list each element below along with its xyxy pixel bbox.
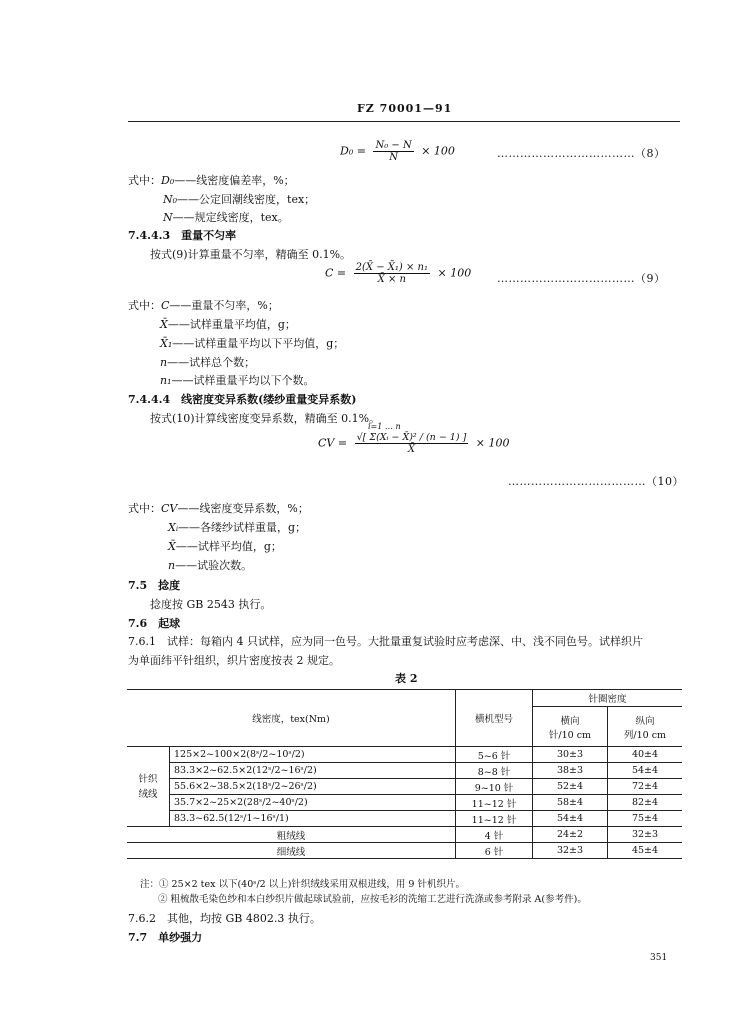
formula-8 <box>340 140 455 163</box>
table-2 <box>127 689 682 859</box>
section-7-4-4-3-body: 按式(9)计算重量不匀率，精确至 0.1%。 <box>150 248 352 261</box>
where-text: ——试样重量平均以下个数。 <box>171 374 315 387</box>
table-cell-machine: 11~12 针 <box>456 795 533 811</box>
where-symbol: n <box>160 356 168 369</box>
page-header: FZ 70001—91 <box>357 102 453 115</box>
where-8-row <box>128 172 295 188</box>
formula-8-lhs: D₀ = <box>340 144 366 158</box>
where-text: ——试样总个数； <box>167 356 256 369</box>
where-text: ——试样重量平均以下平均值，g； <box>172 337 345 350</box>
table-cell-machine: 9~10 针 <box>456 779 533 795</box>
table-cell-horizontal: 24±2 <box>533 827 608 843</box>
formula-10-numerator: √[ Σ(Xᵢ − X̄)² / (n − 1) ] <box>356 432 467 443</box>
where-symbol: N₀ <box>163 193 178 206</box>
where-symbol: X̄₁ <box>160 337 173 350</box>
section-7-6-2: 7.6.2 其他，均按 GB 4802.3 执行。 <box>128 912 321 925</box>
where-symbol: CV <box>161 502 178 515</box>
section-7-4-4-4-body: 按式(10)计算线密度变异系数，精确至 0.1%。 <box>150 412 381 425</box>
where-9-row <box>128 297 279 313</box>
section-7-4-4-3-title: 7.4.4.3 重量不匀率 <box>128 229 237 242</box>
table-note-1: 注：① 25×2 tex 以下(40ˢ/2 以上)针织绒线采用双根进线，用 9 针机织片。 <box>140 879 465 890</box>
table-cell-spec: 125×2~100×2(8ˢ/2~10ˢ/2) <box>170 747 456 763</box>
section-7-6-title: 7.6 起球 <box>128 617 181 630</box>
table-row <box>127 795 682 811</box>
formula-9-lhs: C = <box>325 266 347 280</box>
where-symbol: N <box>163 211 173 224</box>
table-cell-horizontal: 30±3 <box>533 747 608 763</box>
where-text: ——线密度偏差率，%； <box>174 174 295 187</box>
table-row <box>127 763 682 779</box>
where-text: ——公定回潮线密度，tex； <box>177 193 316 206</box>
section-7-5-title: 7.5 捻度 <box>128 579 181 592</box>
where-prefix: 式中： <box>128 299 161 312</box>
section-7-7-title: 7.7 单纱强力 <box>128 931 203 944</box>
section-7-6-1-line-2: 为单面纬平针组织，织片密度按表 2 规定。 <box>128 654 340 667</box>
table-note-2: ② 粗梳散毛染色纱和本白纱织片做起球试验前，应按毛衫的洗缩工艺进行洗涤或参考附录 A(参考件)。 <box>158 894 587 905</box>
section-7-6-1-line-1: 7.6.1 试样：每箱内 4 只试样，应为同一色号。大批量重复试验时应考虑深、中、浅不同色号。试样织片 <box>128 635 643 648</box>
table-cell-horizontal: 58±4 <box>533 795 608 811</box>
where-symbol: C <box>161 299 170 312</box>
where-9-row <box>160 354 255 370</box>
table-header-vertical <box>608 707 683 747</box>
table-group-label: 针织 绒线 <box>127 747 170 827</box>
formula-10-denominator: X̄ <box>407 444 415 455</box>
formula-10-sum-limits: i=1 … n <box>368 422 401 431</box>
where-symbol: n₁ <box>160 374 172 387</box>
table-cell-horizontal: 32±3 <box>533 843 608 859</box>
table-cell-vertical: 32±3 <box>608 827 683 843</box>
table-cell-spec: 83.3~62.5(12ˢ/1~16ˢ/1) <box>170 811 456 827</box>
table-header-horizontal-unit: 针/10 cm <box>548 729 592 741</box>
where-8-row <box>163 191 315 207</box>
table-cell-horizontal: 54±4 <box>533 811 608 827</box>
table-cell-vertical: 40±4 <box>608 747 683 763</box>
table-row <box>127 747 682 763</box>
where-text: ——线密度变异系数，%； <box>177 502 309 515</box>
formula-9-denominator: X̄ × n <box>377 274 406 285</box>
table-cell-vertical: 82±4 <box>608 795 683 811</box>
where-symbol: D₀ <box>161 174 175 187</box>
formula-8-fraction <box>373 140 413 163</box>
table-header-needle-density: 针圈密度 <box>533 690 683 707</box>
where-10-row <box>128 500 309 516</box>
table-cell-horizontal: 38±3 <box>533 763 608 779</box>
where-text: ——规定线密度，tex。 <box>172 211 289 224</box>
table-row <box>127 827 682 843</box>
table-cell-spec: 55.6×2~38.5×2(18ˢ/2~26ˢ/2) <box>170 779 456 795</box>
table-header-vertical-unit: 列/10 cm <box>623 729 667 741</box>
where-10-row <box>168 519 306 535</box>
formula-9-fraction <box>354 262 430 285</box>
table-cell-vertical: 54±4 <box>608 763 683 779</box>
formula-9-number: ………………………………（9） <box>497 272 666 285</box>
table-cell-machine: 4 针 <box>456 827 533 843</box>
where-symbol: X̄ <box>168 540 176 553</box>
table-header-horizontal-label: 横向 <box>560 715 580 727</box>
section-7-5-body: 捻度按 GB 2543 执行。 <box>150 598 272 611</box>
where-10-row <box>168 538 282 554</box>
table-header-density: 线密度，tex(Nm) <box>127 690 456 747</box>
header-rule <box>128 121 680 122</box>
formula-9-tail: × 100 <box>437 266 472 280</box>
where-symbol: n <box>168 559 176 572</box>
table-cell-label: 细绒线 <box>127 843 456 859</box>
where-prefix: 式中： <box>128 174 161 187</box>
table-cell-vertical: 45±4 <box>608 843 683 859</box>
where-symbol: X̄ <box>160 318 168 331</box>
table-row <box>127 843 682 859</box>
formula-10-number: ………………………………（10） <box>508 475 684 488</box>
formula-8-denominator: N <box>389 152 398 163</box>
formula-9 <box>325 262 471 285</box>
where-8-row <box>163 209 289 225</box>
table-header-vertical-label: 纵向 <box>635 715 655 727</box>
page-number: 351 <box>650 953 668 963</box>
table-2-caption: 表 2 <box>395 672 418 685</box>
formula-10 <box>318 432 510 455</box>
where-prefix: 式中： <box>128 502 161 515</box>
table-cell-machine: 8~8 针 <box>456 763 533 779</box>
where-text: ——各缕纱试样重量，g； <box>178 521 307 534</box>
where-9-row <box>160 316 296 332</box>
formula-10-fraction <box>355 432 469 455</box>
table-row <box>127 779 682 795</box>
table-cell-spec: 35.7×2~25×2(28ˢ/2~40ˢ/2) <box>170 795 456 811</box>
where-symbol: Xᵢ <box>168 521 179 534</box>
where-text: ——试样重量平均值，g； <box>167 318 296 331</box>
where-9-row <box>160 372 315 388</box>
where-9-row <box>160 335 344 351</box>
where-text: ——重量不匀率，%； <box>169 299 279 312</box>
table-cell-horizontal: 52±4 <box>533 779 608 795</box>
table-cell-label: 粗绒线 <box>127 827 456 843</box>
table-cell-vertical: 75±4 <box>608 811 683 827</box>
formula-10-tail: × 100 <box>475 436 510 450</box>
table-cell-machine: 6 针 <box>456 843 533 859</box>
formula-9-numerator: 2(X̄ − X̄₁) × n₁ <box>355 262 428 273</box>
where-text: ——试验次数。 <box>175 559 253 572</box>
table-cell-machine: 5~6 针 <box>456 747 533 763</box>
table-header-horizontal <box>533 707 608 747</box>
where-text: ——试样平均值，g； <box>175 540 282 553</box>
section-7-4-4-4-title: 7.4.4.4 线密度变异系数(缕纱重量变异系数) <box>128 393 357 406</box>
formula-8-tail: × 100 <box>421 144 455 158</box>
table-row <box>127 811 682 827</box>
formula-10-lhs: CV = <box>318 436 348 450</box>
where-10-row <box>168 557 252 573</box>
table-cell-machine: 11~12 针 <box>456 811 533 827</box>
table-cell-vertical: 72±4 <box>608 779 683 795</box>
formula-8-number: ………………………………（8） <box>497 147 666 160</box>
formula-8-numerator: N₀ − N <box>375 140 412 151</box>
table-cell-spec: 83.3×2~62.5×2(12ˢ/2~16ˢ/2) <box>170 763 456 779</box>
table-header-machine: 横机型号 <box>456 690 533 747</box>
